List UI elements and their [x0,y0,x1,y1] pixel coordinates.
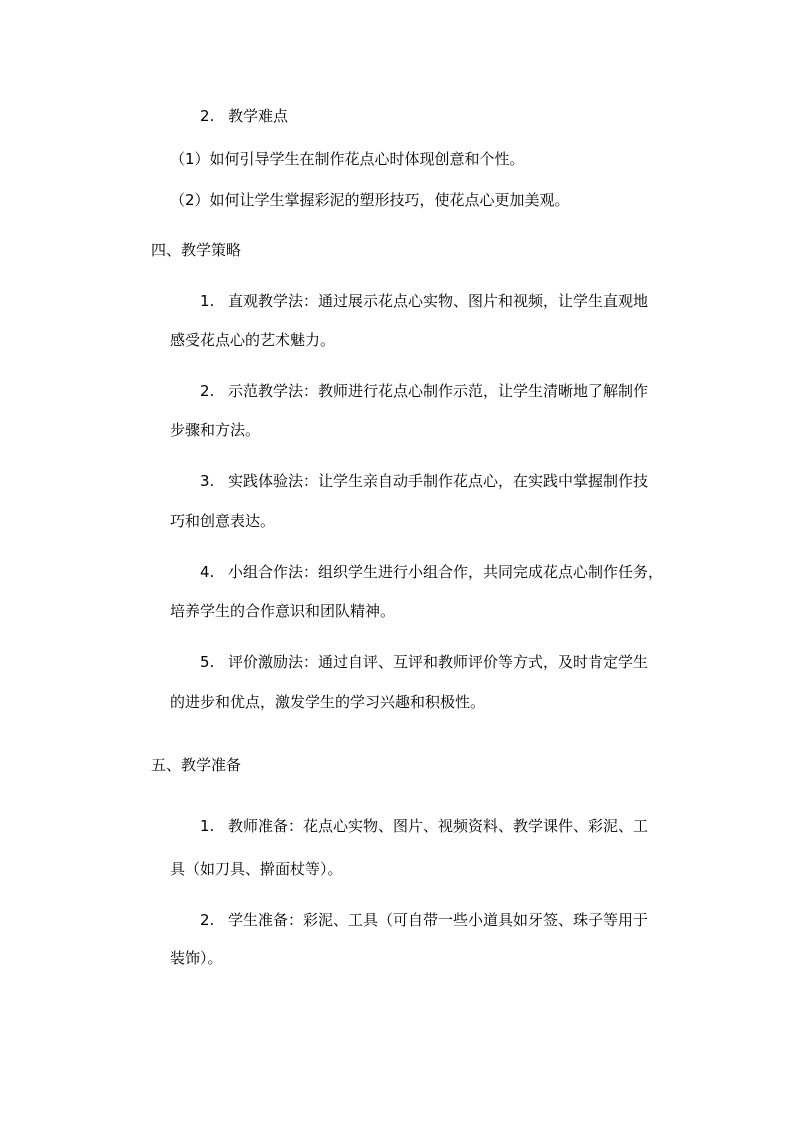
item-text: 学生准备：彩泥、工具（可自带一些小道具如牙签、珠子等用于 [228,911,649,929]
difficulty-item-1 [170,149,525,169]
strategy-item-4-line1 [200,562,663,582]
item-marker: （1） [170,150,210,168]
item-text: 直观教学法：通过展示花点心实物、图片和视频，让学生直观地 [228,292,649,310]
strategy-item-4-line2: 培养学生的合作意识和团队精神。 [170,602,396,620]
strategy-item-3-line2: 巧和创意表达。 [170,512,276,530]
preparation-item-2-line2: 装饰）。 [170,949,223,967]
subsection-number: 2. [200,107,215,125]
item-number: 1. [200,817,215,835]
strategy-item-3-line1 [200,471,648,491]
item-text: 如何引导学生在制作花点心时体现创意和个性。 [209,150,525,168]
item-marker: （2） [170,191,210,209]
strategy-item-5-line2: 的进步和优点，激发学生的学习兴趣和积极性。 [170,693,486,711]
strategy-item-5-line1 [200,652,648,672]
preparation-item-1-line2: 具（如刀具、擀面杖等）。 [170,860,343,878]
item-number: 1. [200,292,215,310]
subsection-heading-difficulty [200,106,288,126]
item-text: 实践体验法：让学生亲自动手制作花点心，在实践中掌握制作技 [228,472,649,490]
strategy-item-1-line2: 感受花点心的艺术魅力。 [170,331,336,349]
strategy-item-2-line1 [200,381,648,401]
item-text: 小组合作法：组织学生进行小组合作，共同完成花点心制作任务， [228,563,664,581]
item-number: 5. [200,653,215,671]
item-text: 评价激励法：通过自评、互评和教师评价等方式，及时肯定学生 [228,653,649,671]
difficulty-item-2 [170,190,570,210]
section-heading-preparation: 五、教学准备 [151,756,242,774]
item-text: 教师准备：花点心实物、图片、视频资料、教学课件、彩泥、工 [228,817,649,835]
preparation-item-1-line1 [200,816,648,836]
strategy-item-2-line2: 步骤和方法。 [170,421,261,439]
subsection-title: 教学难点 [228,107,289,125]
item-number: 2. [200,911,215,929]
item-number: 2. [200,382,215,400]
strategy-item-1-line1 [200,291,648,311]
preparation-item-2-line1 [200,910,648,930]
item-text: 示范教学法：教师进行花点心制作示范，让学生清晰地了解制作 [228,382,649,400]
item-number: 3. [200,472,215,490]
section-heading-strategy: 四、教学策略 [151,241,242,259]
item-number: 4. [200,563,215,581]
item-text: 如何让学生掌握彩泥的塑形技巧，使花点心更加美观。 [209,191,570,209]
